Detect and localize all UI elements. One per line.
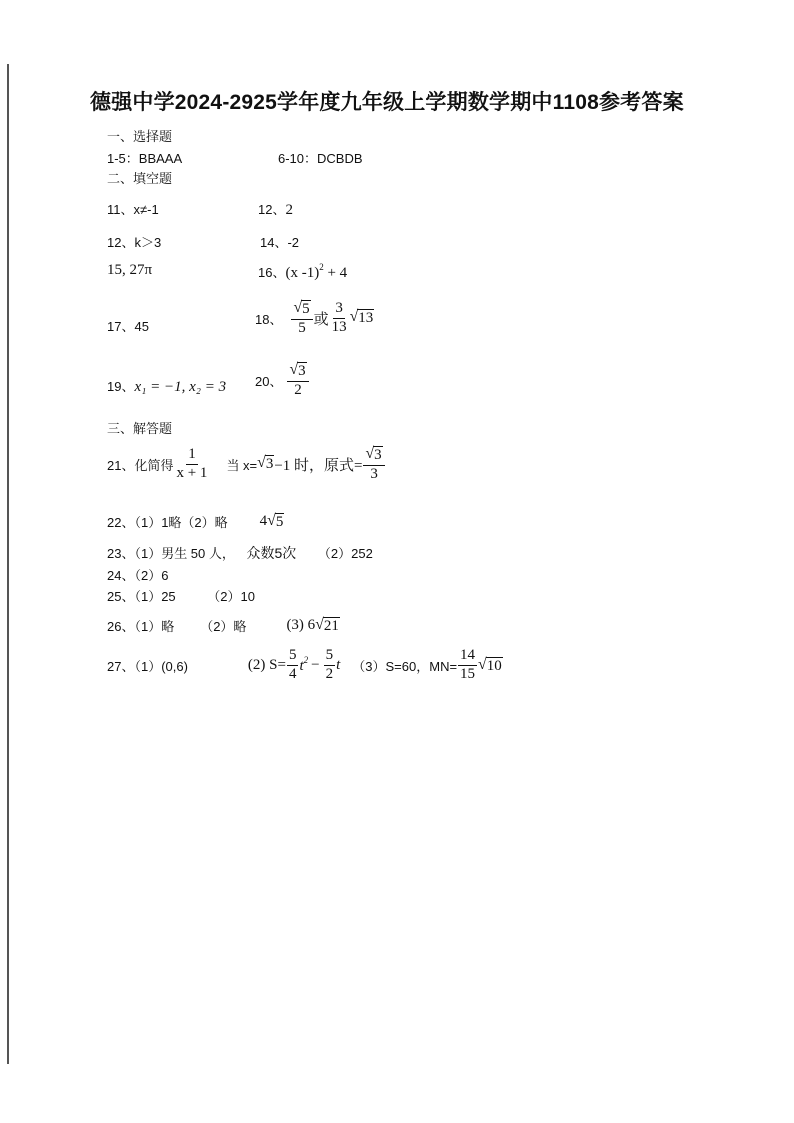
q21-denominator: x + 1 xyxy=(176,464,208,481)
q18-fraction-2 xyxy=(330,301,349,336)
q27-f1-numerator: 5 xyxy=(287,648,299,666)
q16-exponent: 2 xyxy=(319,262,324,272)
q23-text: 23、（1）男生 50 人， xyxy=(107,546,235,561)
answer-q27 xyxy=(107,648,503,683)
q23-part2: （2）252 xyxy=(317,546,373,561)
q27-t-squared: t xyxy=(299,658,304,675)
q21-when: 当 x= xyxy=(226,457,258,473)
q27-part3: （3）S=60，MN= xyxy=(352,658,458,674)
q27-f2-numerator: 5 xyxy=(324,648,336,666)
q22-radicand: 5 xyxy=(275,513,284,530)
q21-radicand: 3 xyxy=(265,456,274,473)
scan-edge-line xyxy=(7,64,9,1064)
answer-q19 xyxy=(107,376,226,396)
q19-expr: x₁ = −1, x₂ = 3 xyxy=(134,379,227,395)
q25-part2: （2）10 xyxy=(207,589,255,604)
section-heading-fill: 二、填空题 xyxy=(107,171,173,186)
q26-text: 26、（1）略 xyxy=(107,619,175,634)
q27-fraction-3 xyxy=(458,648,477,683)
answer-q11: 11、x≠-1 xyxy=(107,202,159,217)
q21-sqrt: √ 3 xyxy=(257,454,274,473)
q25-text: 25、（1）25 xyxy=(107,589,176,604)
q26-sqrt: √ 21 xyxy=(315,615,339,634)
q18-f1-denominator: 5 xyxy=(298,319,306,336)
q21-answer-fraction: √ 3 3 xyxy=(363,446,384,482)
answer-q26 xyxy=(107,616,340,635)
q26-radicand: 21 xyxy=(323,617,339,634)
q21-answer-radicand: 3 xyxy=(374,447,382,463)
answers-1-5: 1-5：BBAAA xyxy=(107,151,183,166)
answers-6-10: 6-10：DCBDB xyxy=(278,151,363,166)
section-heading-choice: 一、选择题 xyxy=(107,129,173,144)
q18-or: 或 xyxy=(313,311,329,328)
q20-radicand: 3 xyxy=(298,363,306,379)
q27-part2-lead: (2) S= xyxy=(247,656,286,673)
q27-sqrt: √ 10 xyxy=(478,655,502,674)
q27-t: t xyxy=(336,656,341,673)
q16-expr-b: + 4 xyxy=(323,265,348,281)
answer-q16 xyxy=(258,262,347,282)
q18-f2-numerator: 3 xyxy=(333,301,345,319)
q21-mid: −1 时，原式= xyxy=(274,457,363,474)
q18-label: 18、 xyxy=(255,311,283,327)
answer-q15: 15, 27π xyxy=(107,262,153,278)
q27-f3-numerator: 14 xyxy=(458,648,477,666)
q12a-value: 2 xyxy=(285,202,293,218)
q20-denominator: 2 xyxy=(294,381,302,398)
answer-q24: 24、（2）6 xyxy=(107,568,169,583)
q27-f2-denominator: 2 xyxy=(325,665,334,682)
answer-q18 xyxy=(255,300,374,336)
q27-f3-denominator: 15 xyxy=(460,665,476,682)
q18-fraction-1: √ 5 5 xyxy=(291,300,312,336)
answer-q14: 14、-2 xyxy=(260,235,300,250)
q21-answer-denominator: 3 xyxy=(370,465,378,482)
q27-minus: − xyxy=(311,656,320,673)
q22-sqrt: √ 5 xyxy=(267,511,284,530)
q27-radicand: 10 xyxy=(486,657,502,674)
section-heading-solve: 三、解答题 xyxy=(107,421,173,436)
answer-q21 xyxy=(107,446,386,482)
q18-sqrt: √ 13 xyxy=(349,308,374,327)
q18-f2-denominator: 13 xyxy=(331,318,347,335)
q21-label: 21、化简得 xyxy=(107,457,174,473)
answer-q12b: 12、k＞3 xyxy=(107,235,162,250)
q12a-label: 12、 xyxy=(258,202,286,217)
answer-q20 xyxy=(255,362,310,398)
q22-coef: 4 xyxy=(259,513,268,529)
q27-fraction-1 xyxy=(287,648,299,683)
answer-q22 xyxy=(107,512,284,531)
q19-label: 19、 xyxy=(107,379,135,394)
q23-mode: 众数5次 xyxy=(246,545,297,561)
q21-fraction xyxy=(174,447,209,482)
answer-q17: 17、45 xyxy=(107,319,149,334)
q22-text: 22、（1）1略（2）略 xyxy=(107,515,228,530)
q20-fraction: √ 3 2 xyxy=(287,362,308,398)
q27-text: 27、（1）(0,6) xyxy=(107,658,188,674)
q26-part2: （2）略 xyxy=(200,619,247,634)
q16-label: 16、 xyxy=(258,265,286,280)
page-title: 德强中学2024-2925学年度九年级上学期数学期中1108参考答案 xyxy=(90,91,684,114)
q27-exponent: 2 xyxy=(303,655,309,666)
q27-f1-denominator: 4 xyxy=(288,665,297,682)
q16-expr-a: (x -1) xyxy=(285,265,320,281)
answer-q12a xyxy=(258,199,293,219)
q21-numerator: 1 xyxy=(186,447,198,465)
answer-q23 xyxy=(107,543,373,563)
answer-q25 xyxy=(107,586,255,605)
q27-fraction-2 xyxy=(324,648,336,683)
q18-radicand: 13 xyxy=(358,310,374,327)
q18-f1-radicand: 5 xyxy=(302,301,310,317)
q26-part3: (3) 6 xyxy=(286,617,316,633)
q20-label: 20、 xyxy=(255,373,283,389)
